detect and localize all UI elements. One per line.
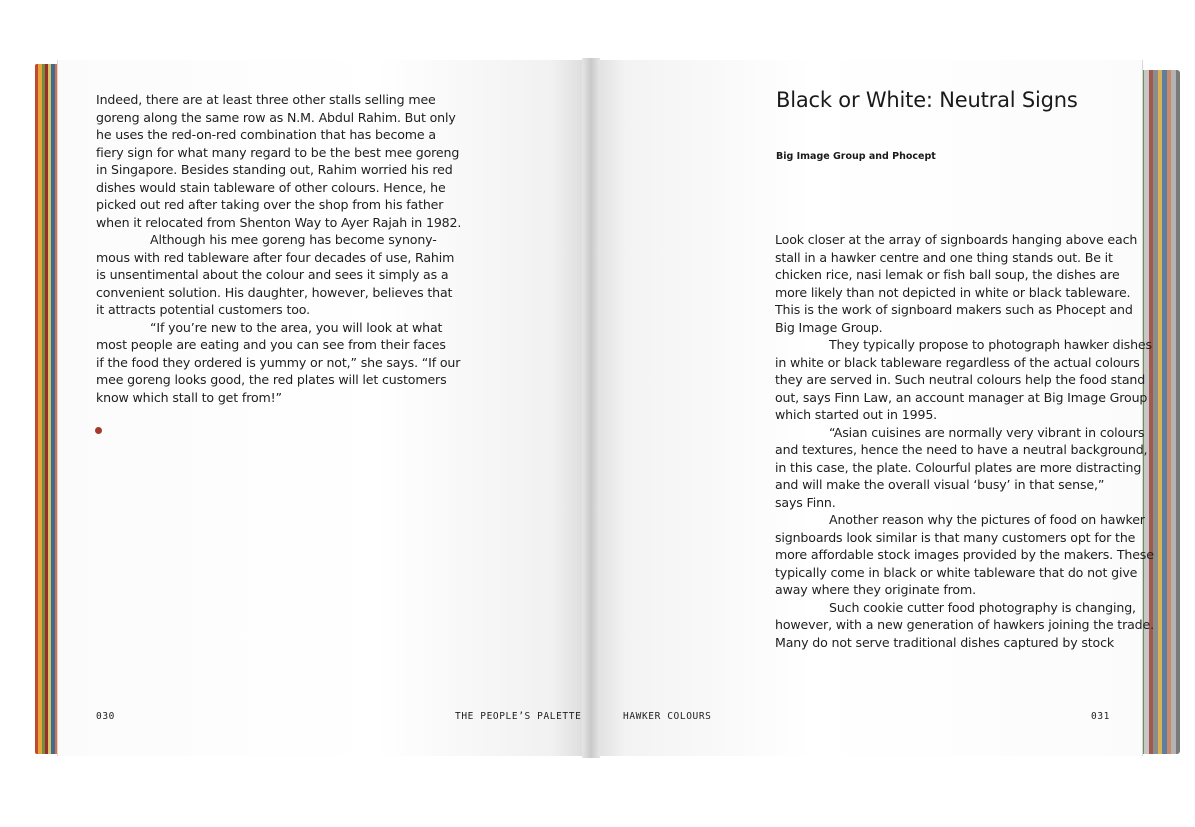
text-line: more likely than not depicted in white or black tableware. bbox=[775, 284, 1131, 300]
text-line: fiery sign for what many regard to be the best mee goreng bbox=[96, 144, 460, 160]
text-line: mee goreng looks good, the red plates will let customers bbox=[96, 372, 447, 387]
text-line: know which stall to get from!” bbox=[96, 389, 282, 405]
page-number-left: 030 bbox=[96, 711, 115, 722]
text-line: in this case, the plate. Colourful plates are more distracting bbox=[775, 459, 1142, 475]
text-line: stall in a hawker centre and one thing stands out. Be it bbox=[775, 249, 1113, 265]
left-paragraph bbox=[96, 319, 461, 407]
text-line: says Finn. bbox=[775, 494, 836, 510]
right-paragraph bbox=[775, 424, 1154, 512]
left-body-text bbox=[96, 91, 461, 406]
text-line: Although his mee goreng has become synony- bbox=[150, 232, 437, 247]
text-line: out, says Finn Law, an account manager at Big Image Group bbox=[775, 389, 1148, 405]
text-line: This is the work of signboard makers such as Phocept and bbox=[775, 302, 1133, 317]
text-line: goreng along the same row as N.M. Abdul Rahim. But only bbox=[96, 109, 456, 125]
text-line: dishes would stain tableware of other colours. Hence, he bbox=[96, 179, 446, 195]
text-line: it attracts potential customers too. bbox=[96, 302, 310, 317]
text-line: Big Image Group. bbox=[775, 319, 883, 335]
page-number-right: 031 bbox=[1091, 711, 1110, 722]
text-line: most people are eating and you can see from their faces bbox=[96, 337, 446, 352]
text-line: and textures, hence the need to have a neutral background, bbox=[775, 442, 1148, 457]
running-head-left: THE PEOPLE’S PALETTE bbox=[455, 711, 582, 722]
text-line: is unsentimental about the colour and sees it simply as a bbox=[96, 267, 449, 282]
text-line: away where they originate from. bbox=[775, 582, 976, 597]
text-line: and will make the overall visual ‘busy’ in that sense,” bbox=[775, 477, 1105, 492]
text-line: in white or black tableware regardless of the actual colours bbox=[775, 354, 1140, 370]
text-line: in Singapore. Besides standing out, Rahim worried his red bbox=[96, 162, 453, 177]
article-byline: Big Image Group and Phocept bbox=[776, 151, 936, 162]
text-line: he uses the red-on-red combination that has become a bbox=[96, 127, 436, 142]
edge-stripe bbox=[1176, 70, 1181, 754]
article-title: Black or White: Neutral Signs bbox=[776, 88, 1078, 112]
text-line: convenient solution. His daughter, however, believes that bbox=[96, 284, 453, 300]
right-paragraph bbox=[775, 511, 1154, 599]
text-line: Such cookie cutter food photography is changing, bbox=[829, 599, 1136, 615]
running-head-right: HAWKER COLOURS bbox=[623, 711, 712, 722]
book-gutter bbox=[582, 58, 600, 758]
left-paragraph bbox=[96, 91, 461, 231]
right-paragraph bbox=[775, 231, 1154, 336]
text-line: mous with red tableware after four decades of use, Rahim bbox=[96, 249, 455, 265]
text-line: Many do not serve traditional dishes captured by stock bbox=[775, 634, 1115, 650]
text-line: typically come in black or white tableware that do not give bbox=[775, 564, 1138, 580]
text-line: Look closer at the array of signboards hanging above each bbox=[775, 232, 1138, 247]
text-line: “Asian cuisines are normally very vibrant in colours bbox=[829, 424, 1145, 440]
right-paragraph bbox=[775, 336, 1154, 424]
text-line: Another reason why the pictures of food on hawker bbox=[829, 512, 1145, 527]
text-line: they are served in. Such neutral colours help the food stand bbox=[775, 372, 1146, 387]
text-line: when it relocated from Shenton Way to Ayer Rajah in 1982. bbox=[96, 214, 462, 230]
text-line: more affordable stock images provided by the makers. These bbox=[775, 547, 1154, 562]
text-line: which started out in 1995. bbox=[775, 407, 938, 422]
end-mark-dot bbox=[95, 427, 102, 434]
text-line: “If you’re new to the area, you will look at what bbox=[150, 319, 443, 335]
text-line: signboards look similar is that many customers opt for the bbox=[775, 529, 1136, 545]
text-line: chicken rice, nasi lemak or fish ball soup, the dishes are bbox=[775, 267, 1120, 282]
text-line: if the food they ordered is yummy or not,” she says. “If our bbox=[96, 354, 461, 370]
right-body-text bbox=[775, 231, 1154, 651]
text-line: Indeed, there are at least three other stalls selling mee bbox=[96, 92, 436, 107]
text-line: picked out red after taking over the shop from his father bbox=[96, 197, 444, 212]
text-line: They typically propose to photograph hawker dishes bbox=[829, 337, 1152, 352]
text-line: however, with a new generation of hawkers joining the trade. bbox=[775, 617, 1154, 632]
right-paragraph bbox=[775, 599, 1154, 652]
left-paragraph bbox=[96, 231, 461, 319]
